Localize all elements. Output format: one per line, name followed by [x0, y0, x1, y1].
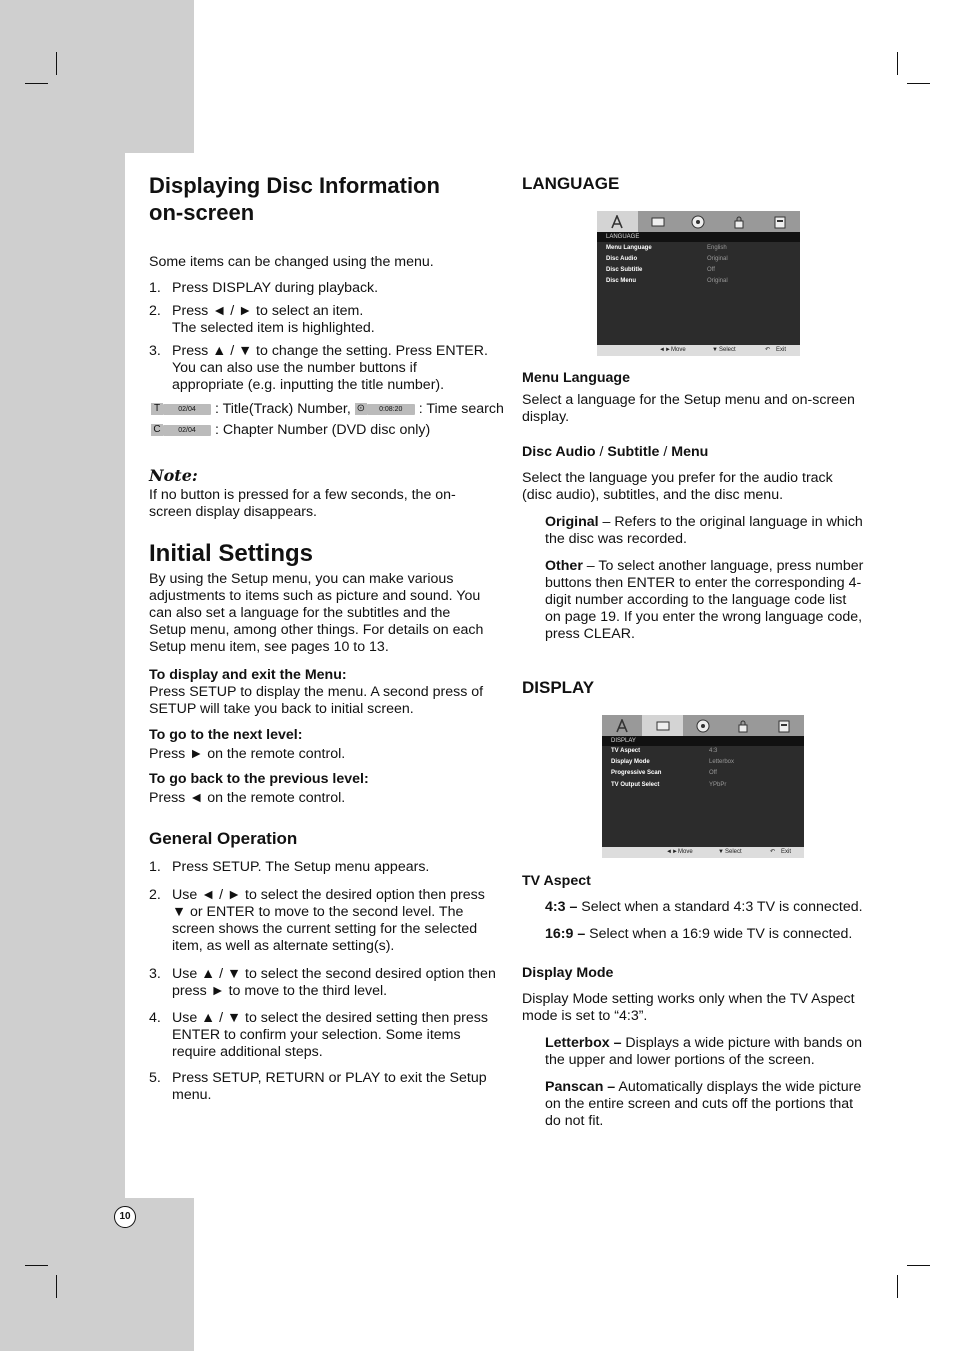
section-title-disc-info: Displaying Disc Information on-screen [149, 173, 440, 225]
display-tab-icon [638, 211, 679, 232]
menu-row: Progressive Scan Off [611, 770, 717, 776]
step-text: Use ▲ / ▼ to select the second desired option then press ► to move to the third level. [172, 966, 496, 999]
step-text: Use ▲ / ▼ to select the desired setting then press ENTER to confirm your selection. Some items require additional steps. [172, 1010, 488, 1060]
subheading-display: DISPLAY [522, 678, 595, 697]
menu-tabs [602, 715, 804, 736]
original-option: Original – Refers to the original language in which the disc was recorded. [545, 514, 863, 547]
menu-language-text: Select a language for the Setup menu and on-screen display. [522, 392, 855, 425]
subheading-tv-aspect: TV Aspect [522, 873, 591, 889]
step-text: Press SETUP, RETURN or PLAY to exit the Setup menu. [172, 1070, 487, 1103]
step-text: Press ◄ / ► to select an item. The selected item is highlighted. [172, 303, 375, 336]
note-text: If no button is pressed for a few seconds, the on- screen display disappears. [149, 487, 456, 520]
panscan-option: Panscan – Automatically displays the wide picture on the entire screen and cuts off the portions that do not fit. [545, 1079, 862, 1129]
menu-footer: ◄► Move ▼ Select ↶ Exit [602, 847, 804, 858]
display-mode-text: Display Mode setting works only when the TV Aspect mode is set to “4:3”. [522, 991, 855, 1024]
crop-mark [25, 83, 48, 84]
menu-row: Menu Language English [606, 245, 727, 251]
lock-tab-icon [723, 715, 763, 736]
menu-tabs [597, 211, 800, 232]
others-tab-icon [764, 715, 804, 736]
menu-row: TV Aspect 4:3 [611, 748, 718, 754]
letterbox-option: Letterbox – Displays a wide picture with bands on the upper and lower portions of the screen. [545, 1035, 863, 1068]
time-chip: 0:08:20 [367, 404, 415, 415]
section-title-initial-settings: Initial Settings [149, 540, 314, 567]
step-number: 2. [149, 887, 161, 903]
subheading-disc-audio: Disc Audio / Subtitle / Menu [522, 444, 709, 460]
language-tab-icon [602, 715, 642, 736]
disc-audio-text: Select the language you prefer for the audio track (disc audio), subtitles, and the disc menu. [522, 470, 833, 503]
lock-tab-icon [719, 211, 760, 232]
crop-mark [25, 1265, 48, 1266]
title-chip: 02/04 [163, 404, 211, 415]
subheading-menu-language: Menu Language [522, 370, 630, 386]
audio-tab-icon [678, 211, 719, 232]
page-number: 10 [114, 1206, 136, 1228]
step-number: 4. [149, 1010, 161, 1026]
subheading-display-mode: Display Mode [522, 965, 614, 981]
subheading-language: LANGUAGE [522, 174, 620, 193]
subheading-previous-level: To go back to the previous level: [149, 771, 369, 787]
step-text: Use ◄ / ► to select the desired option then press ▼ or ENTER to move to the second level. The screen shows the current setting for the selected item, as well as alternate setting(s). [172, 887, 485, 954]
menu-header: DISPLAY [602, 736, 804, 746]
language-tab-icon [597, 211, 638, 232]
legend-title-time: T 02/04 : Title(Track) Number, ⊙ 0:08:20 : Time search [151, 401, 504, 418]
step-number: 1. [149, 280, 161, 296]
language-menu-screen [597, 211, 800, 356]
others-tab-icon [759, 211, 800, 232]
menu-row: TV Output Select YPbPr [611, 782, 727, 788]
menu-row: Disc Menu Original [606, 278, 728, 284]
intro-text: Some items can be changed using the menu. [149, 254, 434, 270]
step-text: Press SETUP. The Setup menu appears. [172, 859, 430, 875]
step-number: 5. [149, 1070, 161, 1086]
other-option: Other – To select another language, press number buttons then ENTER to enter the corresponding 4- digit number according to the language code list on page 19. If you enter the wrong language code, press CLEAR. [545, 558, 864, 642]
page-margin-bottom [125, 1198, 194, 1351]
next-level-text: Press ► on the remote control. [149, 746, 346, 762]
display-menu-screen [602, 715, 804, 858]
legend-chapter: C 02/04 : Chapter Number (DVD disc only) [151, 422, 430, 439]
aspect-43-option: 4:3 – Select when a standard 4:3 TV is connected. [545, 899, 863, 915]
crop-mark [897, 52, 898, 75]
subheading-next-level: To go to the next level: [149, 727, 303, 743]
subheading-general-operation: General Operation [149, 829, 298, 848]
previous-level-text: Press ◄ on the remote control. [149, 790, 346, 806]
page-margin-top [125, 0, 194, 153]
subheading-display-exit: To display and exit the Menu: [149, 667, 347, 683]
menu-row: Disc Subtitle Off [606, 267, 715, 273]
crop-mark [907, 1265, 930, 1266]
page-margin-left [0, 0, 125, 1351]
clock-icon: ⊙ [356, 403, 365, 415]
chapter-icon: C [151, 424, 163, 436]
menu-header: LANGUAGE [597, 232, 800, 242]
audio-tab-icon [683, 715, 723, 736]
initial-settings-text: By using the Setup menu, you can make various adjustments to items such as picture and sound. You can also set a language for the subtitles and the Setup menu, among other things. For details on each Setup menu item, see pages 10 to 13. [149, 571, 484, 655]
note-heading: Note: [149, 466, 198, 485]
menu-row: Disc Audio Original [606, 256, 728, 262]
step-text: Press ▲ / ▼ to change the setting. Press ENTER. You can also use the number buttons if appropriate (e.g. inputting the title number). [172, 343, 488, 393]
aspect-169-option: 16:9 – Select when a 16:9 wide TV is connected. [545, 926, 853, 942]
crop-mark [897, 1275, 898, 1298]
crop-mark [56, 1275, 57, 1298]
step-text: Press DISPLAY during playback. [172, 280, 379, 296]
crop-mark [907, 83, 930, 84]
chapter-chip: 02/04 [163, 425, 211, 436]
menu-row: Display Mode Letterbox [611, 759, 735, 765]
step-number: 3. [149, 343, 161, 359]
step-number: 2. [149, 303, 161, 319]
step-number: 1. [149, 859, 161, 875]
crop-mark [56, 52, 57, 75]
display-tab-icon [642, 715, 682, 736]
step-number: 3. [149, 966, 161, 982]
display-exit-text: Press SETUP to display the menu. A second press of SETUP will take you back to initial screen. [149, 684, 484, 717]
title-icon: T [151, 403, 163, 415]
menu-footer: ◄► Move ▼ Select ↶ Exit [597, 345, 800, 356]
